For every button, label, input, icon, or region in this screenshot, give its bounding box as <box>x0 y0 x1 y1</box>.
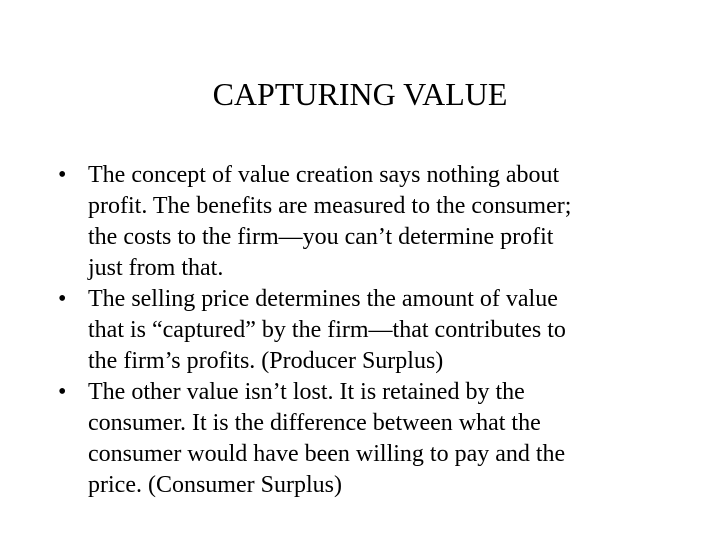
bullet-icon: • <box>58 379 67 405</box>
bullet-text-line: just from that. <box>88 255 224 281</box>
bullet-text-line: profit. The benefits are measured to the consumer; <box>88 193 572 219</box>
bullet-text-line: The selling price determines the amount of value <box>88 286 558 312</box>
bullet-list <box>58 160 698 501</box>
bullet-text-line: The concept of value creation says nothing about <box>88 162 560 188</box>
slide-title: CAPTURING VALUE <box>212 76 508 112</box>
bullet-text-line: The other value isn’t lost. It is retained by the <box>88 379 525 405</box>
bullet-item <box>58 284 698 377</box>
bullet-text-line: that is “captured” by the firm—that contributes to <box>88 317 566 343</box>
bullet-item <box>58 377 698 501</box>
bullet-text-line: the costs to the firm—you can’t determine profit <box>88 224 554 250</box>
bullet-item <box>58 160 698 284</box>
bullet-text-line: consumer. It is the difference between what the <box>88 410 541 436</box>
bullet-text-line: the firm’s profits. (Producer Surplus) <box>88 348 444 374</box>
bullet-text-line: consumer would have been willing to pay and the <box>88 441 566 467</box>
bullet-icon: • <box>58 162 67 188</box>
bullet-icon: • <box>58 286 67 312</box>
bullet-text-line: price. (Consumer Surplus) <box>88 472 342 498</box>
